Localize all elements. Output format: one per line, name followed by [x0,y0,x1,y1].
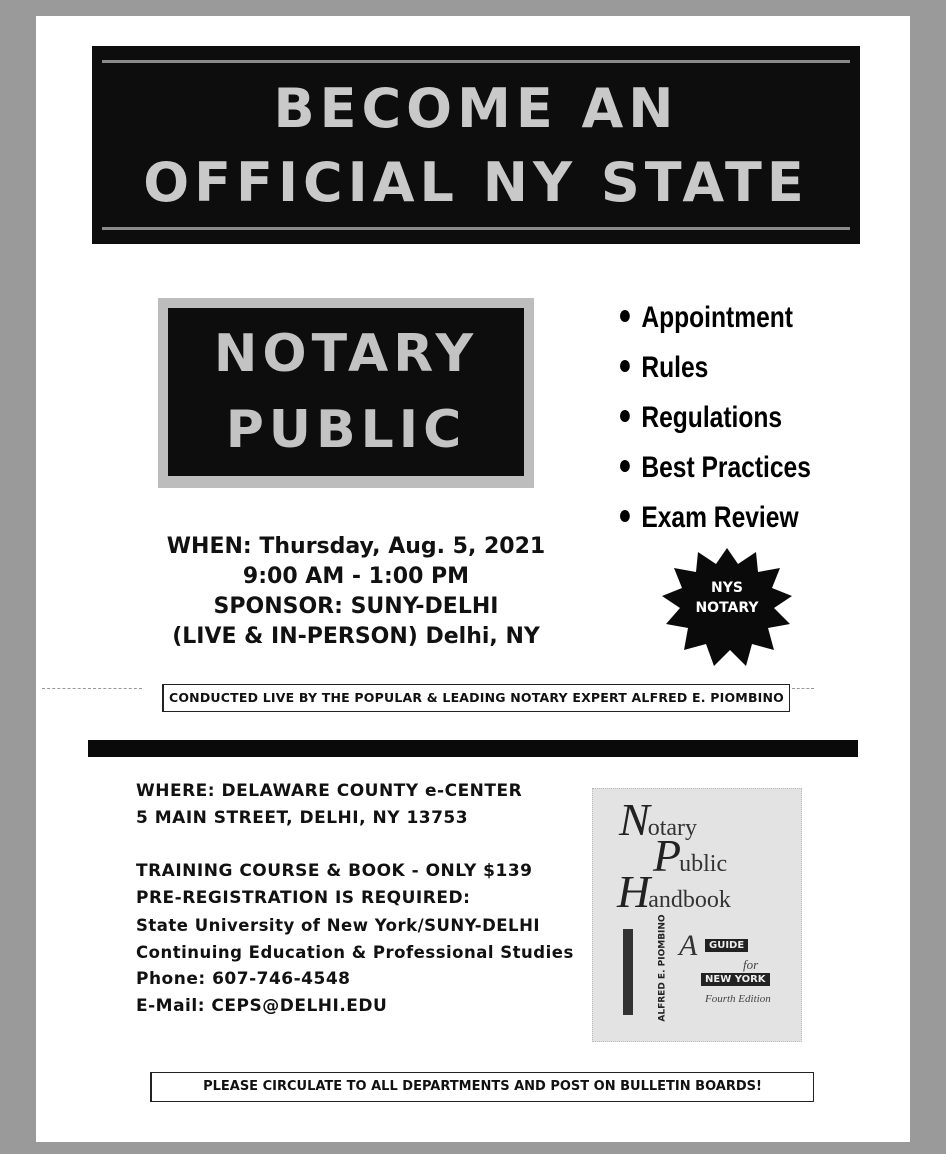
bullet-icon [620,360,630,372]
flyer-page [36,16,910,1142]
event-time: 9:00 AM - 1:00 PM [242,564,470,589]
list-item: Best Practices [620,448,858,498]
bullet-icon [620,510,630,522]
book-title-word-2: Public [653,830,728,881]
preregistration-line: PRE-REGISTRATION IS REQUIRED: [136,888,471,908]
list-item: Regulations [620,398,858,448]
bullet-icon [620,460,630,472]
divider [42,688,142,689]
book-author: ALFRED E. PIOMBINO [657,914,668,1022]
event-sponsor: SPONSOR: SUNY-DELHI [213,594,499,619]
book-state-label: NEW YORK [701,973,770,986]
headline-line-2: OFFICIAL NY STATE [143,151,809,214]
book-spine [623,929,633,1015]
topics-list [620,298,910,548]
divider [792,688,814,689]
event-format: (LIVE & IN-PERSON) Delhi, NY [172,624,540,649]
location-line-2: 5 MAIN STREET, DELHI, NY 13753 [136,808,469,828]
conducted-by-bar: CONDUCTED LIVE BY THE POPULAR & LEADING NOTARY EXPERT ALFRED E. PIOMBINO [162,684,790,712]
location-line-1: WHERE: DELAWARE COUNTY e-CENTER [136,781,523,801]
public-line: PUBLIC [225,400,467,460]
headline-line-1: BECOME AN [273,77,679,140]
circulate-notice: PLEASE CIRCULATE TO ALL DEPARTMENTS AND POST ON BULLETIN BOARDS! [150,1072,814,1102]
book-guide-label: GUIDE [705,939,748,952]
organization-line-2: Continuing Education & Professional Studies [136,943,574,962]
divider [88,740,858,757]
book-subtitle-a: A [679,929,698,962]
bullet-icon [620,310,630,322]
list-item: Appointment [620,298,858,348]
book-for-label: for [743,957,759,972]
bullet-icon [620,410,630,422]
event-details [146,532,566,652]
headline-banner-frame [102,60,850,230]
headline-banner [92,46,860,244]
organization-line-1: State University of New York/SUNY-DELHI [136,916,541,935]
handbook-cover-image [592,788,802,1042]
list-item: Exam Review [620,498,858,548]
list-item: Rules [620,348,858,398]
badge-line-2: NOTARY [695,600,759,616]
location-details [136,778,616,1020]
notary-line: NOTARY [213,324,479,384]
badge-line-1: NYS [711,580,743,596]
book-edition: Fourth Edition [705,993,771,1005]
event-date: WHEN: Thursday, Aug. 5, 2021 [166,534,546,559]
book-title-word-3: Handbook [617,866,731,917]
phone-line: Phone: 607-746-4548 [136,969,351,989]
notary-public-box-inner [168,308,524,476]
price-line: TRAINING COURSE & BOOK - ONLY $139 [136,861,533,881]
book-title-word-1: Notary [619,794,697,845]
notary-public-box [158,298,534,488]
email-line: E-Mail: CEPS@DELHI.EDU [136,996,388,1016]
